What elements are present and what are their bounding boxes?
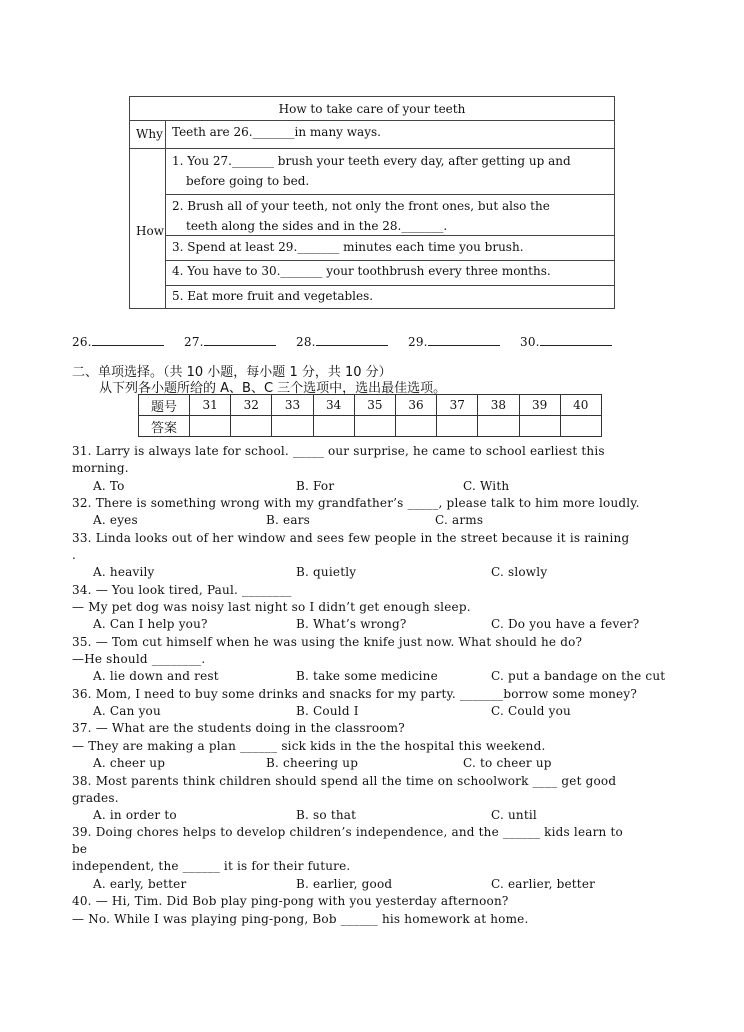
why-label: Why [136,127,163,141]
question-33-line-1: 33. Linda looks out of her window and sees few people in the street because it is raining [72,531,630,545]
option-c: C. Do you have a fever? [491,617,640,631]
blank-line [428,334,500,346]
option-b: B. ears [266,513,310,527]
grid-number: 36 [395,395,436,416]
option-a: A. eyes [93,513,138,527]
grid-number: 32 [231,395,272,416]
grid-answer-cell[interactable] [395,416,436,437]
option-b: B. quietly [296,565,357,579]
question-39-line-1: 39. Doing chores helps to develop children’s independence, and the ______ kids learn to [72,825,623,839]
question-32-line-1: 32. There is something wrong with my grandfather’s _____, please talk to him more loudly. [72,496,640,510]
blank-line [540,334,612,346]
question-35-line-2: —He should ________. [72,652,206,666]
blank-label: 26. [72,335,92,349]
grid-number: 39 [519,395,560,416]
how-row-1-line-1: 1. You 27._______ brush your teeth every day, after getting up and [172,154,571,168]
answer-blank-29 [408,334,500,349]
question-40-line-2: — No. While I was playing ping-pong, Bob ______ his homework at home. [72,912,529,926]
how-row-2-line-1: 2. Brush all of your teeth, not only the front ones, but also the [172,199,550,213]
question-34-line-2: — My pet dog was noisy last night so I didn’t get enough sleep. [72,600,471,614]
how-row-2-line-2: teeth along the sides and in the 28._______. [186,219,448,233]
grid-number: 34 [313,395,354,416]
blank-line [316,334,388,346]
blank-line [204,334,276,346]
option-a: A. in order to [93,808,177,822]
option-c: C. put a bandage on the cut [491,669,666,683]
question-37-line-1: 37. — What are the students doing in the classroom? [72,721,405,735]
answer-blank-30 [520,334,612,349]
how-row-4: 4. You have to 30._______ your toothbrush every three months. [172,264,551,278]
option-a: A. To [93,479,125,493]
answer-blank-28 [296,334,388,349]
grid-answer-label: 答案 [139,416,190,437]
table-title: How to take care of your teeth [278,102,466,116]
blank-line [92,334,164,346]
blank-label: 29. [408,335,428,349]
option-c: C. until [491,808,537,822]
grid-answer-cell[interactable] [519,416,560,437]
question-35-line-1: 35. — Tom cut himself when he was using the knife just now. What should he do? [72,635,583,649]
option-a: A. cheer up [93,756,166,770]
option-b: B. so that [296,808,357,822]
question-38-line-1: 38. Most parents think children should spend all the time on schoolwork ____ get good [72,774,617,788]
grid-number: 31 [190,395,231,416]
grid-answer-row [139,416,602,437]
grid-answer-cell[interactable] [560,416,601,437]
blank-label: 30. [520,335,540,349]
option-c: C. to cheer up [463,756,552,770]
question-39-line-3: independent, the ______ it is for their future. [72,859,351,873]
how-row-3: 3. Spend at least 29._______ minutes each time you brush. [172,240,524,254]
table-column-divider [165,120,166,308]
blank-label: 28. [296,335,316,349]
table-divider [130,120,614,121]
grid-answer-cell[interactable] [231,416,272,437]
grid-answer-cell[interactable] [190,416,231,437]
table-divider [165,194,614,195]
grid-answer-cell[interactable] [354,416,395,437]
question-31-line-2: morning. [72,461,129,475]
grid-answer-cell[interactable] [272,416,313,437]
option-a: A. heavily [93,565,155,579]
grid-number: 33 [272,395,313,416]
option-c: C. With [463,479,510,493]
question-31-line-1: 31. Larry is always late for school. _____ our surprise, he came to school earliest this [72,444,605,458]
question-34-line-1: 34. — You look tired, Paul. ________ [72,583,292,597]
how-row-5: 5. Eat more fruit and vegetables. [172,289,374,303]
grid-number-label: 题号 [139,395,190,416]
question-40-line-1: 40. — Hi, Tim. Did Bob play ping-pong with you yesterday afternoon? [72,894,509,908]
grid-number: 37 [437,395,478,416]
grid-number: 40 [560,395,601,416]
answer-grid [138,394,602,437]
grid-header-row [139,395,602,416]
option-b: B. What’s wrong? [296,617,407,631]
answer-blank-27 [184,334,276,349]
question-37-line-2: — They are making a plan ______ sick kids in the the hospital this weekend. [72,739,546,753]
grid-number: 35 [354,395,395,416]
option-a: A. lie down and rest [93,669,219,683]
option-b: B. For [296,479,335,493]
option-a: A. Can I help you? [93,617,208,631]
question-33-line-2: . [72,548,77,562]
how-row-1-line-2: before going to bed. [186,174,310,188]
answer-blank-26 [72,334,164,349]
option-c: C. Could you [491,704,571,718]
table-divider [130,148,614,149]
option-c: C. earlier, better [491,877,596,891]
grid-number: 38 [478,395,519,416]
how-label: How [136,224,164,238]
option-c: C. arms [435,513,484,527]
option-b: B. cheering up [266,756,359,770]
section-title: 二、单项选择。（共 10 小题，每小题 1 分，共 10 分） [72,365,392,380]
option-b: B. take some medicine [296,669,438,683]
grid-answer-cell[interactable] [313,416,354,437]
grid-answer-cell[interactable] [478,416,519,437]
blank-label: 27. [184,335,204,349]
teeth-care-table [129,96,615,309]
option-c: C. slowly [491,565,548,579]
section-instruction: 从下列各小题所给的 A、B、C 三个选项中，选出最佳选项。 [99,381,447,396]
question-36-line-1: 36. Mom, I need to buy some drinks and snacks for my party. _______borrow some money? [72,687,637,701]
question-39-line-2: be [72,842,88,856]
question-38-line-2: grades. [72,791,119,805]
grid-answer-cell[interactable] [437,416,478,437]
option-a: A. Can you [93,704,161,718]
why-text: Teeth are 26._______in many ways. [172,125,381,139]
option-b: B. Could I [296,704,359,718]
option-a: A. early, better [93,877,187,891]
option-b: B. earlier, good [296,877,393,891]
